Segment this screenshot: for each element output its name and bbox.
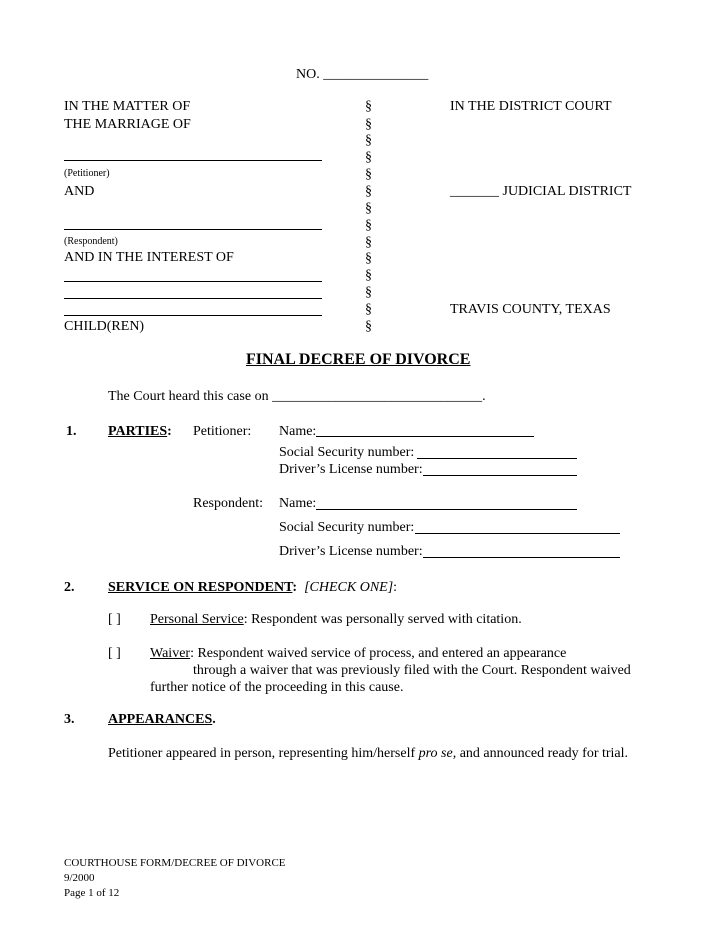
respondent-name-field [316,509,577,510]
section-symbol: § [365,201,372,216]
footer-form-name: COURTHOUSE FORM/DECREE OF DIVORCE [64,857,286,869]
section-symbol: § [365,167,372,182]
section-symbol: § [365,251,372,266]
court-name: IN THE DISTRICT COURT [450,99,612,114]
document-title: FINAL DECREE OF DIVORCE [246,351,471,368]
hearing-date-line: The Court heard this case on ______________________________. [108,389,486,404]
section-symbol: § [365,150,372,165]
section-symbol: § [365,235,372,250]
waiver-checkbox[interactable]: [ ] [108,646,121,661]
section-heading-appearances: APPEARANCES. [108,712,216,727]
section-symbol: § [365,117,372,132]
child-name-blank [64,315,322,316]
section-symbol: § [365,302,372,317]
petitioner-ssn-field [417,458,577,459]
cause-number: NO. _______________ [296,67,429,82]
section-symbol: § [365,218,372,233]
respondent-ssn-label: Social Security number: [279,520,415,535]
section-symbol: § [365,99,372,114]
section-number: 1. [66,424,77,439]
petitioner-dl-label: Driver’s License number: [279,462,423,477]
petitioner-name-blank [64,160,322,161]
appearances-text: Petitioner appeared in person, representing him/herself pro se, and announced ready for trial. [108,746,629,761]
respondent-dl-field [423,557,620,558]
personal-service-checkbox[interactable]: [ ] [108,612,121,627]
section-heading-service: SERVICE ON RESPONDENT: [CHECK ONE]: [108,580,398,595]
section-symbol: § [365,133,372,148]
footer-date: 9/2000 [64,872,95,884]
section-number: 3. [64,712,75,727]
respondent-name-label: Name: [279,496,317,511]
respondent-ssn-field [415,533,620,534]
petitioner-ssn-label: Social Security number: [279,445,415,460]
respondent-name-blank [64,229,322,230]
caption-in-the-interest-of: AND IN THE INTEREST OF [64,250,234,265]
petitioner-dl-field [423,475,577,476]
waiver-text-line3: further notice of the proceeding in this cause. [150,680,404,695]
section-symbol: § [365,319,372,334]
section-symbol: § [365,268,372,283]
section-heading-parties: PARTIES: [108,424,172,439]
waiver-text-line1: Waiver: Respondent waived service of process, and entered an appearance [150,646,567,661]
caption-the-marriage-of: THE MARRIAGE OF [64,117,191,132]
petitioner-name-field [316,436,534,437]
judicial-district: _______ JUDICIAL DISTRICT [450,184,632,199]
section-number: 2. [64,580,75,595]
section-symbol: § [365,184,372,199]
petitioner-label-inline: Petitioner: [193,424,252,439]
section-symbol: § [365,285,372,300]
respondent-dl-label: Driver’s License number: [279,544,423,559]
county: TRAVIS COUNTY, TEXAS [450,302,611,317]
caption-and: AND [64,184,95,199]
personal-service-text: Personal Service: Respondent was personally served with citation. [150,612,522,627]
caption-in-the-matter-of: IN THE MATTER OF [64,99,191,114]
child-name-blank [64,298,322,299]
waiver-text-line2: through a waiver that was previously filed with the Court. Respondent waived [193,663,631,678]
caption-children: CHILD(REN) [64,319,145,334]
child-name-blank [64,281,322,282]
petitioner-name-label: Name: [279,424,317,439]
respondent-label-inline: Respondent: [193,496,263,511]
respondent-label: (Respondent) [64,236,118,247]
footer-page-number: Page 1 of 12 [64,887,120,899]
petitioner-label: (Petitioner) [64,168,110,179]
